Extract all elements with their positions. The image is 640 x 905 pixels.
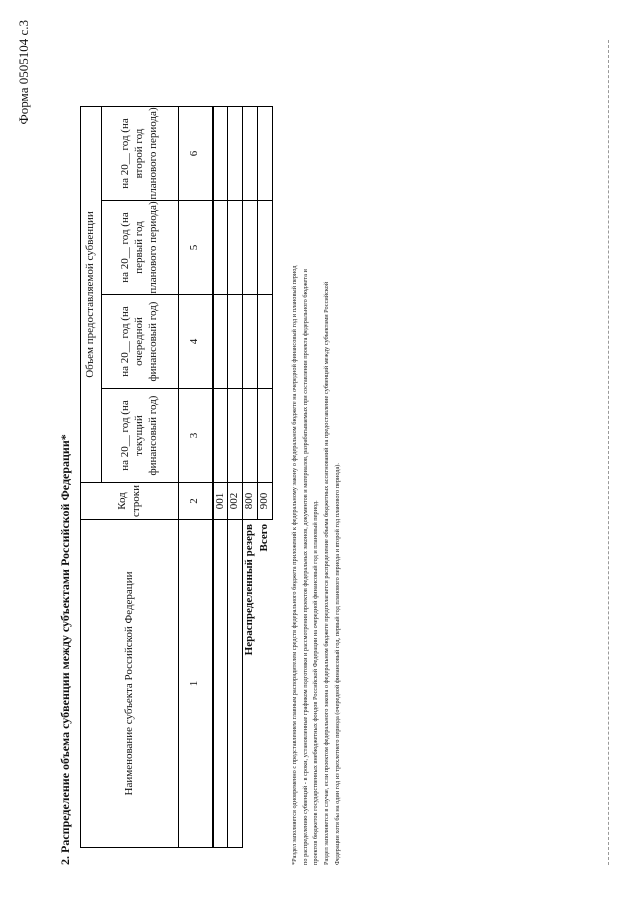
value-cell [213,389,228,483]
col-number-5: 5 [179,201,213,295]
header-period-next: на 20__ год (на очередной финансовый год) [102,295,179,389]
value-cell [243,295,258,389]
value-cell [213,201,228,295]
col-number-2: 2 [179,483,213,520]
value-cell [257,107,272,201]
footnote-line: по распределению субвенций - в сроки, установленные графиком подготовки и рассмотрения проектов федеральных законов, документов и материалов, разрабатываемых при составлении проекта федерального бюджета и [301,269,309,865]
value-cell [257,295,272,389]
value-cell [243,389,258,483]
value-cell [228,107,243,201]
value-cell [228,295,243,389]
col-number-3: 3 [179,389,213,483]
row-code-cell: 001 [213,483,228,520]
value-cell [228,389,243,483]
section-title: 2. Распределение объема субвенции между субъектами Российской Федерации* [58,434,72,865]
value-cell [257,389,272,483]
footnote-line: *Раздел заполняется одновременно с представлением главным распорядителем средств федерального бюджета приложений к федеральному закону о федеральном бюджете на очередной финансовый год и плановый период [291,265,298,865]
scan-edge-line [608,40,609,865]
footnote-line: проектов бюджетов государственных внебюджетных фондов Российской Федерации на очередной финансовый год и плановый период. [312,500,320,865]
header-period-current: на 20__ год (на текущий финансовый год) [102,389,179,483]
table-row [213,107,228,848]
header-period-plan-2: на 20__ год (на второй год планового периода) [102,107,179,201]
subject-name-cell [228,520,243,848]
footnote-line: Федерации хотя бы на один год из трехлетнего периода (очередной финансовый год, первый год планового периода и второй год планового периода). [333,463,341,865]
value-cell [257,201,272,295]
subvention-table [80,106,273,848]
value-cell [213,295,228,389]
col-number-6: 6 [179,107,213,201]
footnote [290,35,344,865]
table-row [228,107,243,848]
subject-name-cell [213,520,228,848]
header-volume-group: Объем предоставляемой субвенции [81,107,102,483]
value-cell [243,107,258,201]
total-code: 900 [257,483,272,520]
reserve-label: Нераспределенный резерв [243,520,258,848]
header-row-code: Код строки [81,483,179,520]
value-cell [213,107,228,201]
footnote-line: Раздел заполняется в случае, если проектом федерального закона о федеральном бюджете предполагается распределение объема бюджетных ассигнований на предоставление субвенций между субъектами Российской [323,281,331,865]
header-subject-name: Наименование субъекта Российской Федерации [81,520,179,848]
total-row [257,107,272,848]
value-cell [228,201,243,295]
col-number-1: 1 [179,520,213,848]
reserve-code: 800 [243,483,258,520]
value-cell [243,201,258,295]
total-label: Всего [257,520,272,848]
reserve-row [243,107,258,848]
form-label: Форма 0505104 с.3 [16,20,31,125]
col-number-4: 4 [179,295,213,389]
row-code-cell: 002 [228,483,243,520]
header-period-plan-1: на 20__ год (на первый год планового периода) [102,201,179,295]
